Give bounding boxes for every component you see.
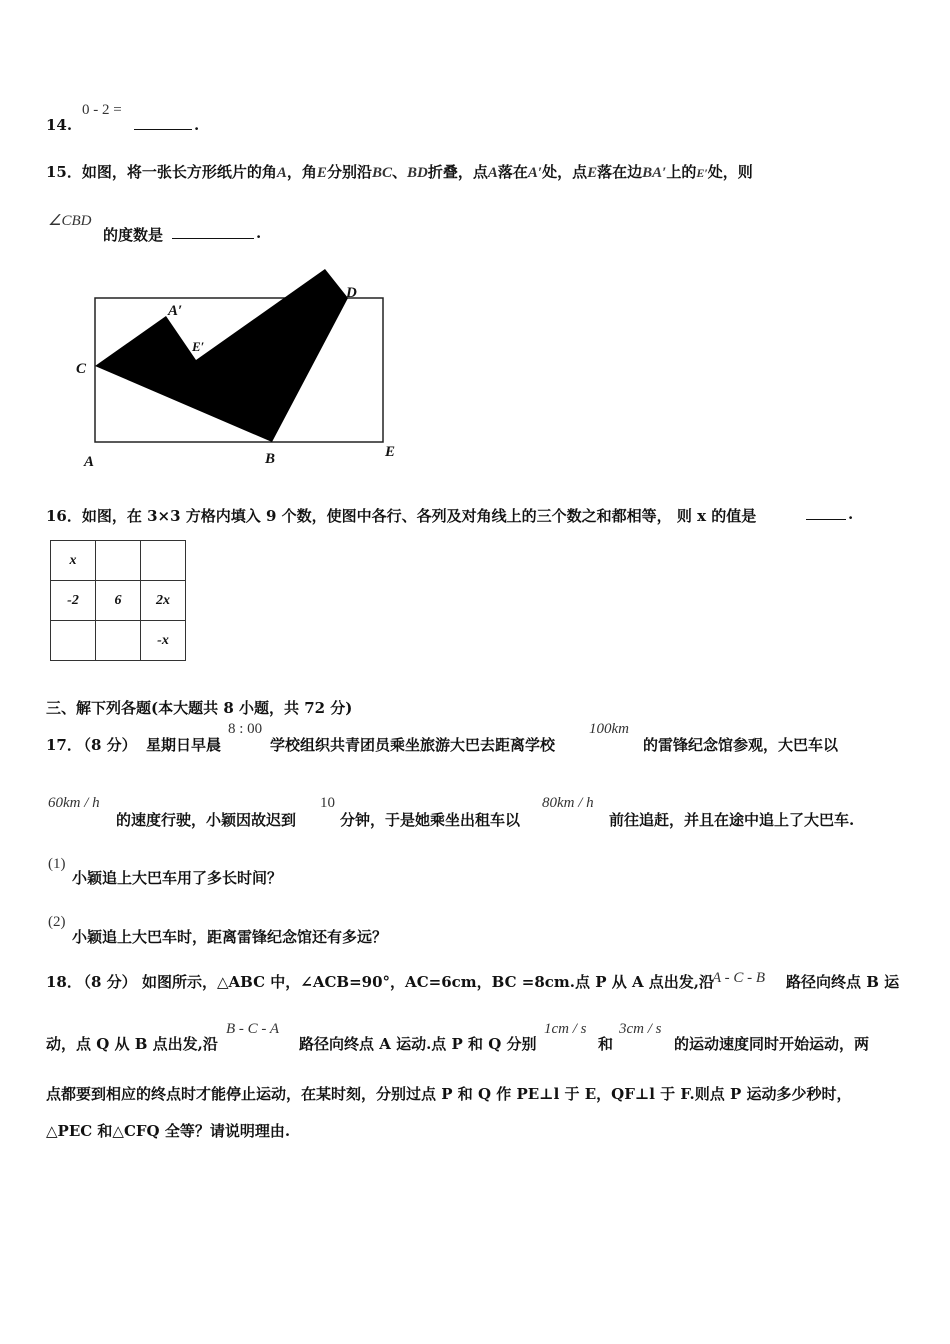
label-A: A <box>84 454 95 470</box>
q17-late-minutes: 10 <box>320 795 335 811</box>
q18-path-p: A - C - B <box>712 970 766 986</box>
grid-row <box>51 581 186 621</box>
label-A-prime: A′ <box>168 303 183 319</box>
q14-number: 14. <box>46 116 73 134</box>
label-D: D <box>346 285 357 301</box>
q15-math: E <box>587 165 598 181</box>
label-B: B <box>265 451 276 467</box>
q15-text: 上的 <box>666 163 697 181</box>
q18-speed-q: 3cm / s <box>619 1021 662 1037</box>
q15-text: 折叠，点 <box>427 163 488 181</box>
q18-number: 18． <box>46 973 82 991</box>
q15-text: ，角 <box>286 163 317 181</box>
folded-region <box>95 269 348 442</box>
q15-number: 15． <box>46 163 82 181</box>
q15-math: BA′ <box>642 165 667 181</box>
grid-cell: 2x <box>141 581 186 621</box>
q15-math: BD <box>406 165 428 181</box>
grid-cell: x <box>51 541 96 581</box>
q18-text: 路径向终点 A 运动.点 P 和 Q 分别 <box>299 1035 537 1053</box>
q15-text: 处，点 <box>542 163 588 181</box>
q17-text: 星期日早晨 <box>146 736 222 754</box>
q15-text: 、 <box>391 163 407 181</box>
q15-figure <box>60 260 420 475</box>
q18-path-q: B - C - A <box>226 1021 280 1037</box>
q15-text: 如图，将一张长方形纸片的角 <box>81 163 277 181</box>
q17-speed-bus: 60km / h <box>48 795 100 811</box>
q18-text: 点都要到相应的终点时才能停止运动，在某时刻，分别过点 P 和 Q 作 PE⊥l 于 E，QF⊥l 于 F.则点 P 运动多少秒时， <box>46 1085 852 1103</box>
q18-text: 路径向终点 B 运 <box>786 973 900 991</box>
q16-period: . <box>848 505 854 523</box>
grid-cell: -x <box>141 621 186 661</box>
q14-period: . <box>194 116 200 134</box>
q18-speed-p: 1cm / s <box>544 1021 587 1037</box>
q15-math: A <box>276 165 287 181</box>
grid-cell <box>141 541 186 581</box>
q17-speed-taxi: 80km / h <box>542 795 594 811</box>
q17-time: 8 : 00 <box>228 721 263 737</box>
q15-math: A′ <box>527 165 543 181</box>
grid-cell: -2 <box>51 581 96 621</box>
q17-number: 17． <box>46 736 82 754</box>
q15-text: 分别沿 <box>326 163 372 181</box>
q15-text: 处，则 <box>707 163 753 181</box>
grid-cell <box>51 621 96 661</box>
q15-text: 落在 <box>497 163 528 181</box>
q15-line-1 <box>46 161 753 182</box>
section-title: 三、解下列各题(本大题共 8 小题，共 72 分) <box>46 699 353 717</box>
q17-text: 的速度行驶，小颖因故迟到 <box>116 811 297 829</box>
q17-distance: 100km <box>589 721 629 737</box>
q18-text: 的运动速度同时开始运动，两 <box>674 1035 870 1053</box>
q16-answer-blank <box>806 505 846 520</box>
q16-line <box>46 505 756 526</box>
q17-text: 的雷锋纪念馆参观，大巴车以 <box>643 736 839 754</box>
q15-period: . <box>256 224 262 242</box>
q17-text: 分钟，于是她乘坐出租车以 <box>340 811 521 829</box>
q17-part-1-number: (1) <box>48 856 66 872</box>
label-E: E <box>385 444 396 460</box>
q18-score: （8 分） <box>76 973 137 991</box>
q16-text: 如图，在 3×3 方格内填入 9 个数，使图中各行、各列及对角线上的三个数之和都相等， 则 x 的值是 <box>81 507 757 525</box>
q15-math: E′ <box>696 166 708 180</box>
q18-text: 如图所示，△ABC 中，∠ACB=90°，AC=6cm，BC =8cm.点 P 从 A 点出发,沿 <box>142 973 715 991</box>
q15-math: A <box>487 165 498 181</box>
q14-expression: 0 - 2 = <box>82 102 122 118</box>
q17-part-1: 小颖追上大巴车用了多长时间？ <box>72 869 283 887</box>
q17-part-2: 小颖追上大巴车时，距离雷锋纪念馆还有多远？ <box>72 928 388 946</box>
magic-square-grid <box>50 540 186 661</box>
q15-math: BC <box>371 165 392 181</box>
q15-text: 落在边 <box>597 163 643 181</box>
grid-cell: 6 <box>96 581 141 621</box>
label-C: C <box>76 361 87 377</box>
q16-number: 16． <box>46 507 82 525</box>
q14-answer-blank <box>134 115 192 130</box>
q17-part-2-number: (2) <box>48 914 66 930</box>
q15-angle: ∠CBD <box>48 213 92 229</box>
q18-text: 和 <box>598 1035 614 1053</box>
q15-answer-blank <box>172 224 254 239</box>
grid-row <box>51 621 186 661</box>
grid-row <box>51 541 186 581</box>
grid-cell <box>96 621 141 661</box>
q15-text-2: 的度数是 <box>103 226 164 244</box>
q17-text: 学校组织共青团员乘坐旅游大巴去距离学校 <box>270 736 556 754</box>
q18-text: △PEC 和△CFQ 全等？请说明理由. <box>46 1122 291 1140</box>
q17-text: 前往追赶，并且在途中追上了大巴车. <box>609 811 855 829</box>
q15-math: E <box>316 165 327 181</box>
label-E-prime: E′ <box>192 339 205 354</box>
grid-cell <box>96 541 141 581</box>
q18-text: 动，点 Q 从 B 点出发,沿 <box>46 1035 218 1053</box>
q17-score: （8 分） <box>76 736 137 754</box>
